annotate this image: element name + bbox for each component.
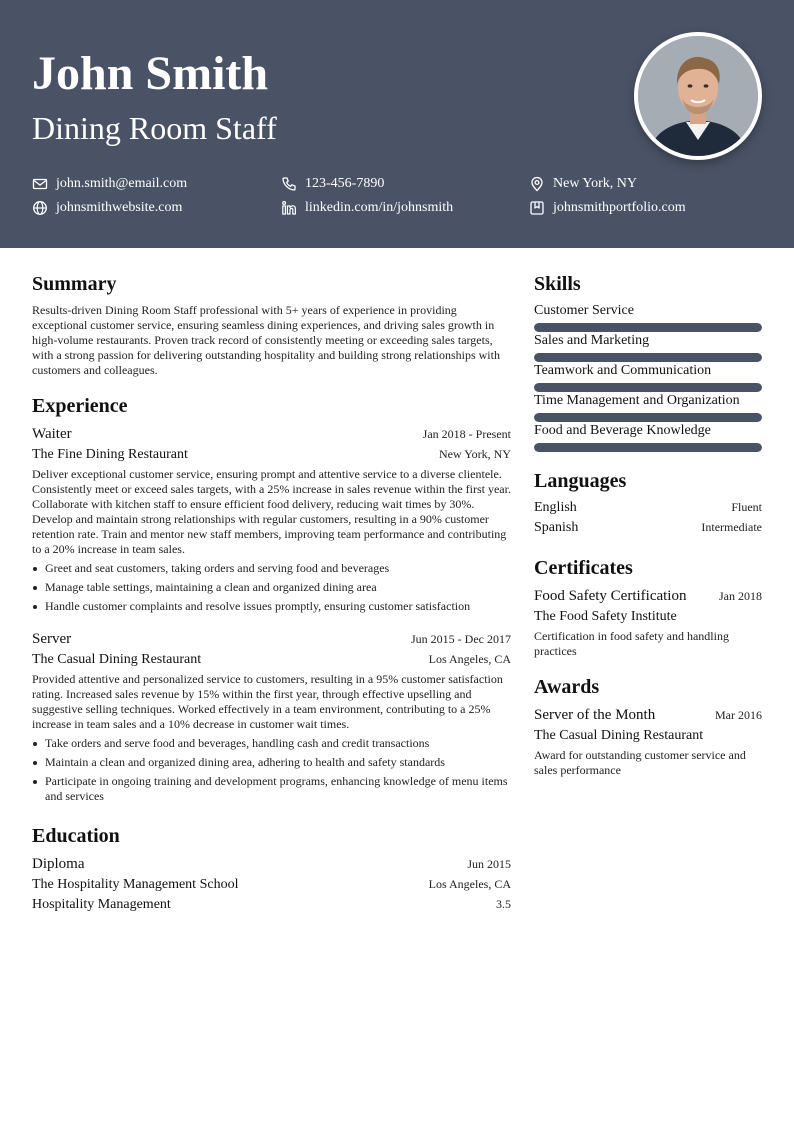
education-date: Jun 2015 bbox=[467, 857, 511, 871]
job-2-dates: Jun 2015 - Dec 2017 bbox=[411, 632, 511, 646]
job-1-company-row bbox=[32, 445, 511, 465]
skills-heading: Skills bbox=[534, 273, 581, 295]
list-item: Handle customer complaints and resolve issues promptly, ensuring customer satisfaction bbox=[32, 599, 512, 614]
globe-icon bbox=[32, 200, 48, 216]
job-2-bullets bbox=[32, 736, 512, 808]
skill-level-fill bbox=[534, 443, 762, 452]
language-level: Fluent bbox=[731, 500, 762, 514]
language-name: Spanish bbox=[534, 520, 579, 535]
location-text: New York, NY bbox=[553, 176, 638, 191]
phone-text: 123-456-7890 bbox=[305, 176, 385, 191]
summary-text: Results-driven Dining Room Staff professional with 5+ years of experience in providing exceptional customer service, ensuring seamless dining experiences, and driving sales growth in high-volume restaurants. Proven track record of consistently meeting or exceeding sales targets, with a strong passion for delivering outstanding hospitality and building strong relationships with customers and colleagues. bbox=[32, 303, 500, 377]
map-pin-icon bbox=[529, 176, 545, 192]
contact-phone[interactable] bbox=[281, 175, 384, 193]
contact-portfolio[interactable] bbox=[529, 199, 686, 217]
job-2-location: Los Angeles, CA bbox=[428, 652, 511, 666]
awards-heading: Awards bbox=[534, 676, 600, 698]
skill-name: Teamwork and Communication bbox=[534, 363, 712, 378]
job-title: Dining Room Staff bbox=[32, 110, 277, 146]
skill-name: Customer Service bbox=[534, 303, 634, 318]
linkedin-text: linkedin.com/in/johnsmith bbox=[305, 200, 454, 215]
phone-icon bbox=[281, 176, 297, 192]
award-date: Mar 2016 bbox=[715, 708, 762, 722]
job-1-title: Waiter bbox=[32, 426, 72, 442]
skill-name: Sales and Marketing bbox=[534, 333, 650, 348]
education-school-row bbox=[32, 875, 511, 895]
education-gpa: 3.5 bbox=[496, 897, 511, 911]
education-degree-row bbox=[32, 854, 511, 874]
portfolio-text: johnsmithportfolio.com bbox=[553, 200, 686, 215]
certificate-description: Certification in food safety and handling practices bbox=[534, 629, 729, 658]
language-name: English bbox=[534, 500, 577, 515]
job-1-location: New York, NY bbox=[438, 447, 511, 461]
job-2-company: The Casual Dining Restaurant bbox=[32, 652, 202, 667]
skill-name: Food and Beverage Knowledge bbox=[534, 423, 711, 438]
education-degree: Diploma bbox=[32, 856, 85, 872]
contact-linkedin[interactable] bbox=[281, 199, 453, 217]
experience-heading: Experience bbox=[32, 395, 128, 417]
skill-bar bbox=[534, 323, 762, 332]
skill-bar bbox=[534, 413, 762, 422]
certificate-row bbox=[534, 586, 762, 606]
mail-icon bbox=[32, 176, 48, 192]
certificate-issuer: The Food Safety Institute bbox=[534, 609, 677, 624]
skill-name: Time Management and Organization bbox=[534, 393, 740, 408]
award-issuer: The Casual Dining Restaurant bbox=[534, 728, 704, 743]
education-field: Hospitality Management bbox=[32, 897, 171, 912]
email-text: john.smith@email.com bbox=[56, 176, 188, 191]
languages-heading: Languages bbox=[534, 470, 627, 492]
certificate-date: Jan 2018 bbox=[719, 589, 762, 603]
education-heading: Education bbox=[32, 825, 120, 847]
list-item: Take orders and serve food and beverages, handling cash and credit transactions bbox=[32, 736, 512, 751]
contact-location bbox=[529, 175, 637, 193]
list-item: Greet and seat customers, taking orders and serving food and beverages bbox=[32, 561, 512, 576]
certificate-title: Food Safety Certification bbox=[534, 588, 687, 604]
job-1-dates: Jan 2018 - Present bbox=[422, 427, 511, 441]
linkedin-icon bbox=[281, 200, 297, 216]
award-description: Award for outstanding customer service and sales performance bbox=[534, 748, 746, 777]
job-2-description: Provided attentive and personalized service to customers, resulting in a 95% customer satisfaction rating. Increased sales revenue by 15% within the first year, through effective upselling and suggestive selling techniques. Worked effectively in a team environment, contributing to a 25% increase in team sales and a 10% decrease in customer wait times. bbox=[32, 672, 503, 731]
list-item: Manage table settings, maintaining a clean and organized dining area bbox=[32, 580, 512, 595]
skill-level-fill bbox=[534, 353, 762, 362]
certificates-heading: Certificates bbox=[534, 557, 633, 579]
profile-photo bbox=[634, 32, 762, 160]
resume-header bbox=[0, 0, 794, 248]
job-1-description: Deliver exceptional customer service, ensuring prompt and attentive service to a diverse clientele. Consistently meet or exceed sales targets, with a 25% increase in sales revenue within the first year. Collaborate with kitchen staff to ensure efficient food delivery, reducing wait times by 30%. Develop and maintain strong relationships with regular customers, resulting in a 90% customer retention rate. Train and mentor new staff members, improving team performance and contributing to a 20% increase in team sales. bbox=[32, 467, 511, 556]
portfolio-icon bbox=[529, 200, 545, 216]
skill-level-fill bbox=[534, 383, 762, 392]
education-location: Los Angeles, CA bbox=[428, 877, 511, 891]
job-2-company-row bbox=[32, 650, 511, 670]
award-row bbox=[534, 705, 762, 725]
list-item: Maintain a clean and organized dining area, adhering to health and safety standards bbox=[32, 755, 512, 770]
skill-level-fill bbox=[534, 323, 762, 332]
education-field-row bbox=[32, 895, 511, 915]
job-1-header bbox=[32, 424, 511, 444]
skill-level-fill bbox=[534, 413, 762, 422]
website-text: johnsmithwebsite.com bbox=[56, 200, 183, 215]
avatar-portrait bbox=[638, 36, 758, 156]
contact-email[interactable] bbox=[32, 175, 187, 193]
list-item: Participate in ongoing training and development programs, enhancing knowledge of menu items and services bbox=[32, 774, 512, 804]
language-row bbox=[534, 518, 762, 538]
contact-website[interactable] bbox=[32, 199, 182, 217]
skill-bar bbox=[534, 383, 762, 392]
skill-bar bbox=[534, 353, 762, 362]
skill-bar bbox=[534, 443, 762, 452]
candidate-name: John Smith bbox=[32, 47, 269, 100]
language-row bbox=[534, 498, 762, 518]
job-2-title: Server bbox=[32, 631, 72, 647]
summary-heading: Summary bbox=[32, 273, 117, 295]
job-2-header bbox=[32, 629, 511, 649]
language-level: Intermediate bbox=[701, 520, 762, 534]
award-title: Server of the Month bbox=[534, 707, 656, 723]
education-school: The Hospitality Management School bbox=[32, 877, 239, 892]
job-1-bullets bbox=[32, 561, 512, 618]
job-1-company: The Fine Dining Restaurant bbox=[32, 447, 188, 462]
